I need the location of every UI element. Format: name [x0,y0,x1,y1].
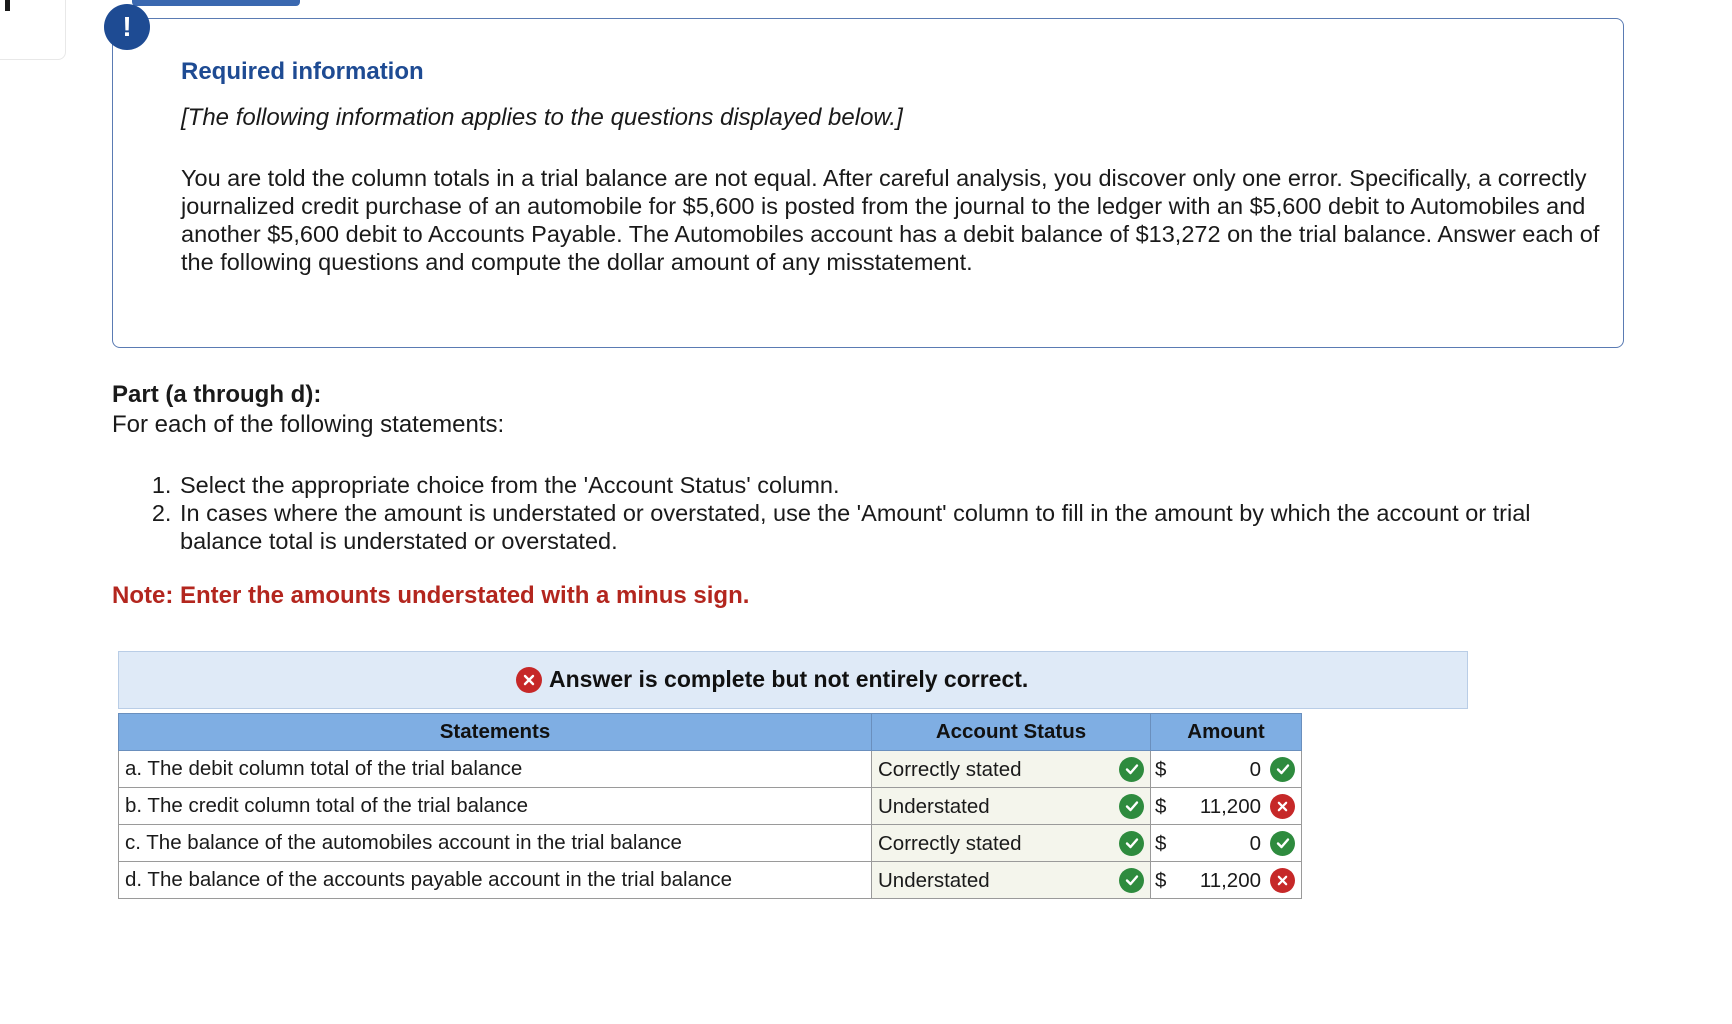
header-account-status: Account Status [872,714,1151,751]
amount-value: 0 [1249,758,1261,781]
amount-input[interactable] [1151,825,1302,862]
alert-icon: ! [104,4,150,50]
pin-icon [0,0,17,13]
status-select[interactable] [872,862,1151,899]
currency-symbol: $ [1155,758,1167,781]
info-subtitle: [The following information applies to the questions displayed below.] [181,104,903,131]
corner-tab[interactable] [0,0,66,60]
check-icon [1270,831,1295,856]
instruction-item: 1. Select the appropriate choice from the 'Account Status' column. [178,471,1610,499]
top-accent-bar [132,0,300,6]
result-text: Answer is complete but not entirely correct. [549,666,1029,692]
check-icon [1119,868,1144,893]
info-body: You are told the column totals in a trial balance are not equal. After careful analysis, you discover only one error. Specifically, a correctly journalized credit purchase of an automobile for $5,600 is posted from the journal to the ledger with an $5,600 debit to Automobiles and another $5,600 debit to Accounts Payable. The Automobiles account has a debit balance of $13,272 on the trial balance. Answer each of the following questions and compute the dollar amount of any misstatement. [181,165,1600,275]
status-select[interactable] [872,788,1151,825]
check-icon [1119,794,1144,819]
instruction-item: 2. In cases where the amount is understated or overstated, use the 'Amount' column to fill in the amount by which the account or trial balance total is understated or overstated. [178,499,1610,555]
info-title: Required information [181,58,424,85]
table-row [119,825,1302,862]
check-icon [1119,757,1144,782]
note-text: Note: Enter the amounts understated with a minus sign. [112,582,750,609]
answer-table [118,713,1302,899]
currency-symbol: $ [1155,832,1167,855]
x-circle-icon [516,667,542,693]
statement-cell: d. The balance of the accounts payable account in the trial balance [119,862,872,899]
status-value: Understated [878,869,990,892]
part-title: Part (a through d): [112,381,322,408]
amount-value: 11,200 [1199,795,1261,818]
amount-input[interactable] [1151,862,1302,899]
x-circle-icon [1270,868,1295,893]
statement-cell: a. The debit column total of the trial balance [119,751,872,788]
table-row [119,788,1302,825]
statement-cell: b. The credit column total of the trial balance [119,788,872,825]
currency-symbol: $ [1155,869,1167,892]
table-row [119,862,1302,899]
amount-input[interactable] [1151,788,1302,825]
status-select[interactable] [872,825,1151,862]
currency-symbol: $ [1155,795,1167,818]
status-value: Correctly stated [878,758,1022,781]
amount-input[interactable] [1151,751,1302,788]
x-circle-icon [1270,794,1295,819]
table-header-row [119,714,1302,751]
status-value: Correctly stated [878,832,1022,855]
amount-value: 0 [1249,832,1261,855]
amount-value: 11,200 [1199,869,1261,892]
check-icon [1119,831,1144,856]
header-statements: Statements [119,714,872,751]
table-row [119,751,1302,788]
header-amount: Amount [1151,714,1302,751]
check-icon [1270,757,1295,782]
instructions-list [150,471,1610,555]
status-value: Understated [878,795,990,818]
status-select[interactable] [872,751,1151,788]
statement-cell: c. The balance of the automobiles account in the trial balance [119,825,872,862]
part-subtitle: For each of the following statements: [112,411,505,438]
